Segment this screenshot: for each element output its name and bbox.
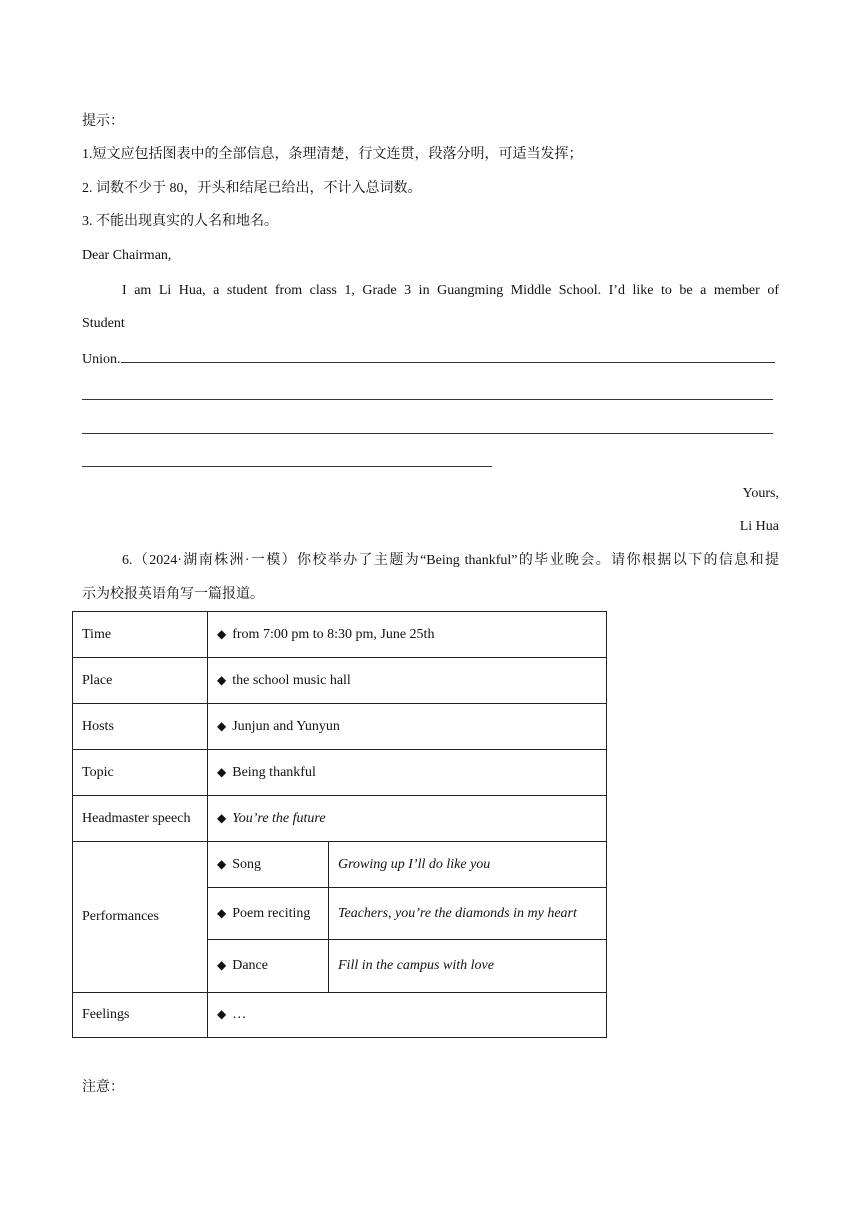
place-value-cell xyxy=(208,658,607,704)
question-6-line-1: 6.（2024·湖南株洲·一模）你校举办了主题为“Being thankful”的毕业晚会。请你根据以下的信息和提 xyxy=(122,553,779,568)
diamond-bullet-icon: ◆ xyxy=(217,1007,227,1021)
time-value: from 7:00 pm to 8:30 pm, June 25th xyxy=(232,626,435,642)
performance-kind: Poem reciting xyxy=(232,905,311,921)
time-value-cell xyxy=(208,612,607,658)
table-row-topic xyxy=(73,750,607,796)
letter-body-line-2: Student xyxy=(82,316,125,331)
table-row-performance-song xyxy=(73,842,607,888)
tip-2: 2. 词数不少于 80，开头和结尾已给出，不计入总词数。 xyxy=(82,181,422,196)
feelings-value-cell xyxy=(208,993,607,1038)
table-row-time xyxy=(73,612,607,658)
feelings-value: … xyxy=(232,1007,247,1022)
topic-label: Topic xyxy=(73,750,208,796)
table-row-place xyxy=(73,658,607,704)
diamond-bullet-icon: ◆ xyxy=(217,672,227,687)
hosts-label: Hosts xyxy=(73,704,208,750)
diamond-bullet-icon: ◆ xyxy=(217,905,227,920)
performance-kind-cell xyxy=(208,842,329,888)
tips-heading: 提示： xyxy=(82,114,124,129)
speech-value: You’re the future xyxy=(232,810,326,826)
answer-blank-2 xyxy=(82,399,773,400)
letter-union-text: Union. xyxy=(82,352,121,367)
topic-value-cell xyxy=(208,750,607,796)
time-label: Time xyxy=(73,612,208,658)
diamond-bullet-icon: ◆ xyxy=(217,856,227,871)
letter-body-line-3 xyxy=(82,348,775,370)
diamond-bullet-icon: ◆ xyxy=(217,626,227,641)
topic-value: Being thankful xyxy=(232,764,316,780)
performance-kind: Song xyxy=(232,856,262,872)
performance-title: Fill in the campus with love xyxy=(329,940,607,993)
letter-signature: Li Hua xyxy=(739,519,779,534)
tip-1: 1.短文应包括图表中的全部信息，条理清楚，行文连贯，段落分明，可适当发挥； xyxy=(82,147,583,162)
performances-label: Performances xyxy=(73,842,208,993)
question-6-line-2: 示为校报英语角写一篇报道。 xyxy=(82,587,264,602)
speech-label: Headmaster speech xyxy=(73,796,208,842)
diamond-bullet-icon: ◆ xyxy=(217,718,227,733)
feelings-label: Feelings xyxy=(73,993,208,1038)
performance-kind-cell xyxy=(208,888,329,940)
performance-kind: Dance xyxy=(232,958,268,973)
letter-closing: Yours, xyxy=(742,486,779,501)
performance-kind-cell xyxy=(208,940,329,993)
place-label: Place xyxy=(73,658,208,704)
performance-title: Growing up I’ll do like you xyxy=(329,842,607,888)
place-value: the school music hall xyxy=(232,672,351,688)
letter-body-line-1: I am Li Hua, a student from class 1, Grade 3 in Guangming Middle School. I’d like to be a member of xyxy=(122,283,779,298)
answer-blank-3 xyxy=(82,433,773,434)
note-label: 注意： xyxy=(82,1080,124,1095)
event-info-table xyxy=(72,611,607,1038)
diamond-bullet-icon: ◆ xyxy=(217,764,227,779)
diamond-bullet-icon: ◆ xyxy=(217,958,227,972)
table-row-hosts xyxy=(73,704,607,750)
speech-value-cell xyxy=(208,796,607,842)
answer-blank-1 xyxy=(121,348,775,363)
diamond-bullet-icon: ◆ xyxy=(217,810,227,825)
hosts-value: Junjun and Yunyun xyxy=(232,718,340,734)
tip-3: 3. 不能出现真实的人名和地名。 xyxy=(82,214,278,229)
answer-blank-4 xyxy=(82,466,492,467)
table-row-feelings xyxy=(73,993,607,1038)
hosts-value-cell xyxy=(208,704,607,750)
performance-title: Teachers, you’re the diamonds in my heart xyxy=(329,888,607,940)
table-row-speech xyxy=(73,796,607,842)
letter-greeting: Dear Chairman, xyxy=(82,248,172,263)
